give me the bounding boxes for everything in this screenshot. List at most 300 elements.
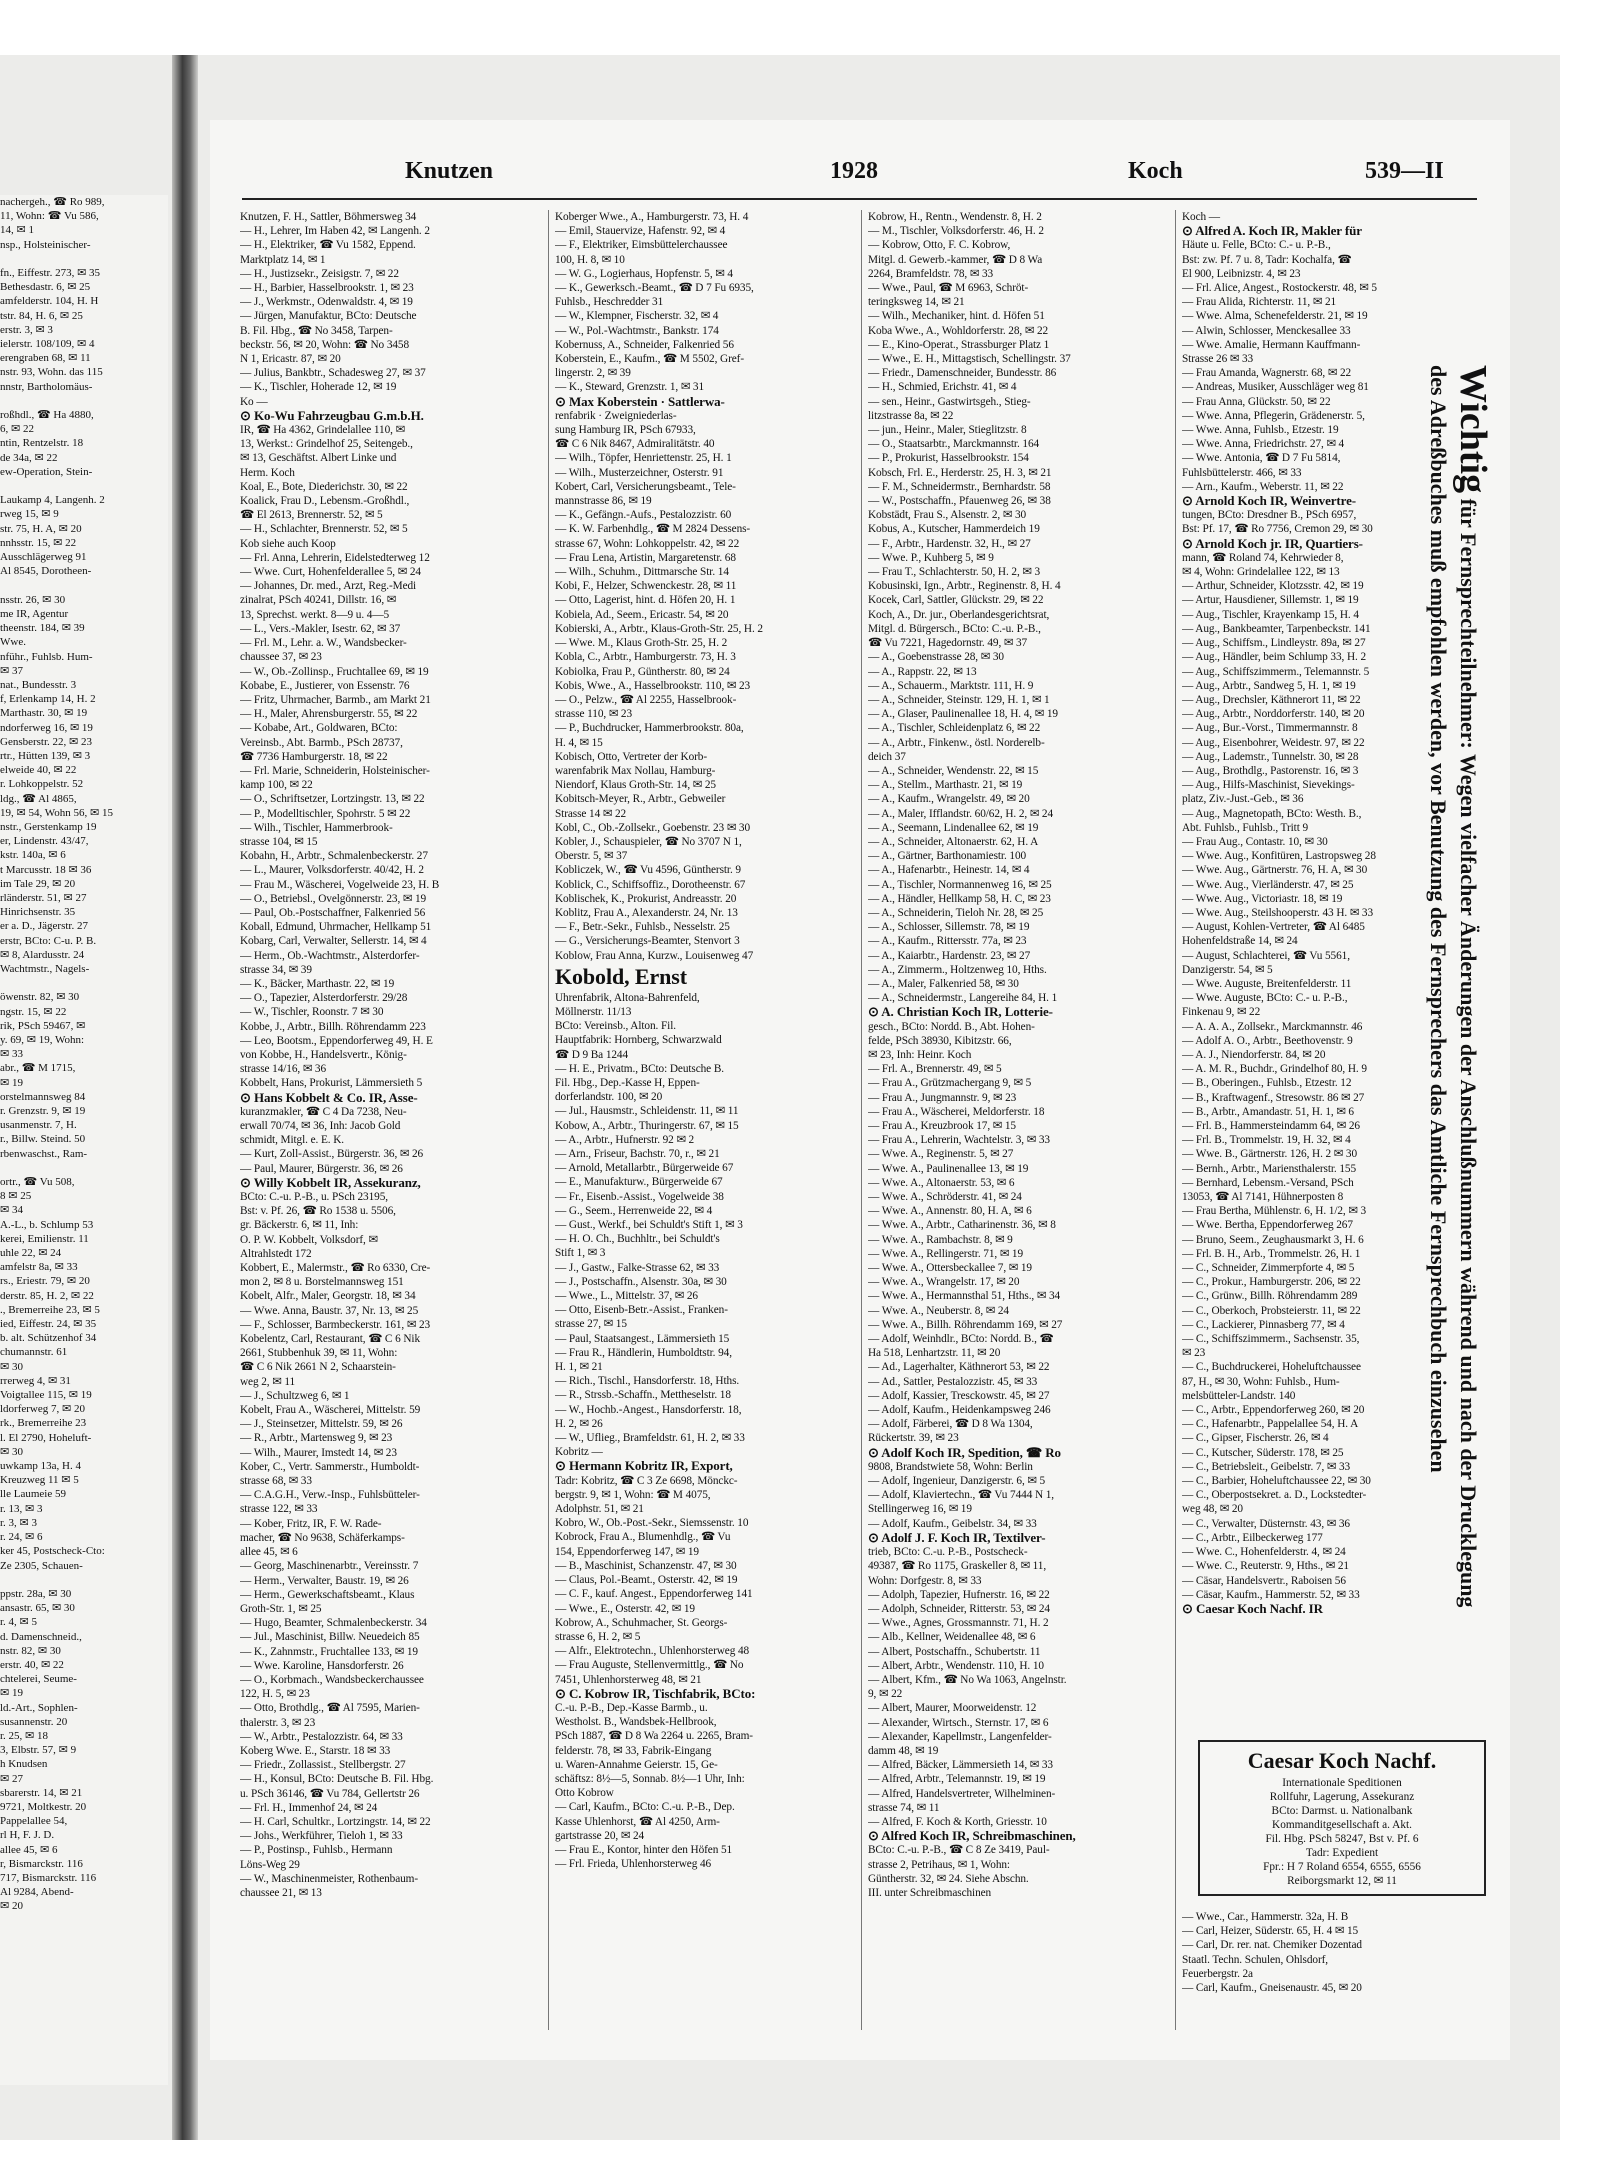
directory-entry: chaussee 21, ✉ 13 bbox=[240, 1886, 322, 1899]
left-page-line: 8 ✉ 25 bbox=[0, 1190, 32, 1203]
left-page-line: kerei, Emilienstr. 11 bbox=[0, 1232, 89, 1245]
directory-entry: — Wwe. Anna, Baustr. 37, Nr. 13, ✉ 25 bbox=[240, 1304, 419, 1317]
directory-entry: — Frau R., Händlerin, Humboldtstr. 94, bbox=[555, 1346, 732, 1359]
left-page-line: f, Erlenkamp 14, H. 2 bbox=[0, 693, 96, 706]
directory-entry: — Aug., Arbtr., Sandweg 5, H. 1, ✉ 19 bbox=[1182, 679, 1356, 692]
column-1 bbox=[240, 210, 542, 2030]
advertisement-box bbox=[1198, 1740, 1486, 1896]
directory-entry: strasse 67, Wohn: Lohkoppelstr. 42, ✉ 22 bbox=[555, 537, 740, 550]
directory-entry: strasse 2, Petrihaus, ✉ 1, Wohn: bbox=[868, 1858, 1010, 1871]
directory-entry: 154, Eppendorferweg 147, ✉ 19 bbox=[555, 1545, 699, 1558]
directory-entry: — Wwe. Auguste, BCto: C.- u. P.-B., bbox=[1182, 992, 1348, 1005]
directory-entry: — Otto, Eisenb-Betr.-Assist., Franken- bbox=[555, 1304, 728, 1317]
directory-entry: Rückertstr. 39, ✉ 23 bbox=[868, 1432, 959, 1445]
left-page-line: fn., Eiffestr. 273, ✉ 35 bbox=[0, 267, 101, 280]
directory-entry: Danzigerstr. 54, ✉ 5 bbox=[1182, 963, 1273, 976]
directory-entry: Möllnerstr. 11/13 bbox=[555, 1005, 632, 1018]
left-page-line: Bethesdastr. 6, ✉ 25 bbox=[0, 281, 91, 294]
directory-entry: Kobro, W., Ob.-Post.-Sekr., Siemssenstr. 10 bbox=[555, 1517, 749, 1530]
directory-entry: — K., Bäcker, Marthastr. 22, ✉ 19 bbox=[240, 977, 395, 990]
directory-entry: Koball, Edmund, Uhrmacher, Hellkamp 51 bbox=[240, 921, 432, 934]
directory-entry: ⊙ A. Christian Koch IR, Lotterie- bbox=[868, 1005, 1053, 1020]
left-page-line: erstr. 3, ✉ 3 bbox=[0, 323, 53, 336]
header-page-number: 539—II bbox=[1365, 158, 1444, 184]
left-page-line: rik, PSch 59467, ✉ bbox=[0, 1019, 86, 1032]
left-page-line: h Knudsen bbox=[0, 1758, 48, 1771]
directory-entry: Kobrow, H., Rentn., Wendenstr. 8, H. 2 bbox=[868, 211, 1042, 223]
directory-entry: — W., Uflieg., Bramfeldstr. 61, H. 2, ✉ 33 bbox=[555, 1432, 745, 1445]
ad-line: Tadr: Expedient bbox=[1305, 1847, 1379, 1859]
directory-entry: tungen, BCto: Dresdner B., PSch 6957, bbox=[1182, 509, 1357, 522]
left-page-line: rländerstr. 51, ✉ 27 bbox=[0, 891, 87, 904]
directory-entry: — A., Maler, Falkenried 58, ✉ 30 bbox=[868, 977, 1019, 990]
directory-entry: — A., Tischler, Normannenweg 16, ✉ 25 bbox=[868, 878, 1052, 891]
left-page-line: 6, ✉ 22 bbox=[0, 423, 34, 436]
directory-entry: Stellingerweg 16, ✉ 19 bbox=[868, 1503, 972, 1516]
directory-entry: — Frau Aug., Contastr. 10, ✉ 30 bbox=[1182, 835, 1328, 848]
directory-entry: — G., Versicherungs-Beamter, Stenvort 3 bbox=[555, 935, 740, 948]
left-page-line: Wachtmstr., Nagels- bbox=[0, 962, 90, 975]
directory-entry: — August, Kohlen-Vertreter, ☎ Al 6485 bbox=[1182, 921, 1365, 934]
directory-entry: — C., Grünw., Billh. Röhrendamm 289 bbox=[1182, 1290, 1358, 1303]
column-divider bbox=[861, 210, 862, 2030]
directory-entry: Kobi, F., Helzer, Schwenckestr. 28, ✉ 11 bbox=[555, 580, 737, 593]
left-page-line: r., Billw. Steind. 50 bbox=[0, 1133, 86, 1146]
directory-entry: Kobstädt, Frau S., Alsenstr. 2, ✉ 30 bbox=[868, 509, 1027, 522]
directory-entry: — F., Arbtr., Hardenstr. 32, H., ✉ 27 bbox=[868, 537, 1031, 550]
directory-entry: — Friedr., Damenschneider, Bundesstr. 86 bbox=[868, 367, 1057, 380]
directory-entry: Vereinsb., Abt. Barmb., PSch 28737, bbox=[240, 736, 403, 749]
directory-entry: weg 48, ✉ 20 bbox=[1182, 1503, 1243, 1516]
directory-entry: — Wwe. Aug., Konfitüren, Lastropsweg 28 bbox=[1182, 850, 1376, 863]
directory-entry: — A., Zimmerm., Holtzenweg 10, Hths. bbox=[868, 963, 1047, 976]
left-page-line: nführ., Fuhlsb. Hum- bbox=[0, 650, 93, 663]
directory-entry: — W., Maschinenmeister, Rothenbaum- bbox=[240, 1872, 419, 1885]
directory-entry: — Leo, Bootsm., Eppendorferweg 49, H. E bbox=[240, 1034, 433, 1047]
left-page-line: Gensberstr. 22, ✉ 23 bbox=[0, 735, 93, 748]
directory-entry: — A., Arbtr., Finkenw., östl. Norderelb- bbox=[868, 736, 1045, 749]
left-page-line: Hinrichsenstr. 35 bbox=[0, 906, 76, 919]
directory-entry: — A., Hafenarbtr., Heinestr. 14, ✉ 4 bbox=[868, 864, 1030, 877]
directory-entry: — Kober, Fritz, IR, F. W. Rade- bbox=[240, 1517, 382, 1530]
directory-entry: — Wwe. Anna, Fuhlsb., Etzestr. 19 bbox=[1182, 424, 1339, 437]
directory-entry: Kobrock, Frau A., Blumenhdlg., ☎ Vu bbox=[555, 1531, 731, 1544]
directory-entry: Westholst. B., Wandsbek-Hellbrook, bbox=[555, 1716, 717, 1729]
left-page-line: rrerweg 4, ✉ 31 bbox=[0, 1374, 71, 1387]
directory-entry: — H., Schlachter, Brennerstr. 52, ✉ 5 bbox=[240, 523, 408, 536]
directory-entry: Koberger Wwe., A., Hamburgerstr. 73, H. 4 bbox=[555, 211, 749, 223]
directory-entry: 2661, Stubbenhuk 39, ✉ 11, Wohn: bbox=[240, 1347, 398, 1360]
directory-entry: — Alb., Kellner, Weidenallee 48, ✉ 6 bbox=[868, 1631, 1036, 1644]
directory-entry: Kobert, Carl, Versicherungsbeamt., Tele- bbox=[555, 480, 736, 493]
directory-entry: felde, PSch 38930, Kibitzstr. 66, bbox=[868, 1034, 1012, 1047]
directory-entry: — Albert, Arbtr., Wendenstr. 110, H. 10 bbox=[868, 1659, 1044, 1672]
directory-entry: strasse 34, ✉ 39 bbox=[240, 963, 312, 976]
directory-entry: — W., Pol.-Wachtmstr., Bankstr. 174 bbox=[555, 324, 719, 337]
directory-entry: 13053, ☎ Al 7141, Hühnerposten 8 bbox=[1182, 1191, 1344, 1204]
left-page-line: 3, Elbstr. 57, ✉ 9 bbox=[0, 1744, 77, 1757]
left-page-line: kstr. 140a, ✉ 6 bbox=[0, 849, 66, 862]
directory-entry: — E., Manufakturw., Bürgerweide 67 bbox=[555, 1176, 723, 1189]
directory-entry: Kobusinski, Ign., Arbtr., Reginenstr. 8, H. 4 bbox=[868, 580, 1061, 593]
directory-entry: Kobl, C., Ob.-Zollsekr., Goebenstr. 23 ✉ 30 bbox=[555, 821, 751, 834]
left-page-line: susannenstr. 20 bbox=[0, 1715, 68, 1728]
left-page-line: usanmenstr. 7, H. bbox=[0, 1119, 77, 1132]
directory-entry: — H. O. Ch., Buchhltr., bei Schuldt's bbox=[555, 1233, 720, 1246]
left-page-line: Voigtallee 115, ✉ 19 bbox=[0, 1389, 92, 1402]
left-page-line: nstr., Gerstenkamp 19 bbox=[0, 820, 97, 833]
left-page-line: r, Bismarckstr. 116 bbox=[0, 1857, 83, 1870]
directory-entry: — K., Gewerksch.-Beamt., ☎ D 7 Fu 6935, bbox=[555, 282, 754, 295]
directory-entry: — H., Konsul, BCto: Deutsche B. Fil. Hbg. bbox=[240, 1773, 434, 1786]
directory-entry: strasse 122, ✉ 33 bbox=[240, 1503, 318, 1516]
directory-entry: ⊙ Willy Kobbelt IR, Assekuranz, bbox=[240, 1175, 421, 1190]
left-page-line: d. Damenschneid., bbox=[0, 1630, 82, 1643]
directory-entry: — Jul., Maschinist, Billw. Neuedeich 85 bbox=[240, 1631, 420, 1644]
directory-entry: Fil. Hbg., Dep.-Kasse H, Eppen- bbox=[555, 1076, 700, 1089]
directory-entry: — Adolf, Ingenieur, Danzigerstr. 6, ✉ 5 bbox=[868, 1475, 1046, 1488]
directory-entry: — Friedr., Zollassist., Stellbergstr. 27 bbox=[240, 1759, 406, 1772]
left-page-line: 9721, Moltkestr. 20 bbox=[0, 1800, 87, 1813]
directory-entry: — Wwe. P., Kuhberg 5, ✉ 9 bbox=[868, 551, 994, 564]
directory-entry: allee 45, ✉ 6 bbox=[240, 1546, 298, 1559]
directory-entry: ⊙ Hans Kobbelt & Co. IR, Asse- bbox=[240, 1090, 418, 1105]
directory-entry: damm 48, ✉ 19 bbox=[868, 1744, 939, 1757]
directory-entry: — Frau E., Kontor, hinter den Höfen 51 bbox=[555, 1843, 733, 1856]
directory-entry: — Frau T., Schlachterstr. 50, H. 2, ✉ 3 bbox=[868, 566, 1041, 579]
directory-entry: Kobarg, Carl, Verwalter, Sellerstr. 14, ✉ 4 bbox=[240, 935, 427, 948]
left-page-line: l. El 2790, Hoheluft- bbox=[0, 1431, 92, 1444]
directory-entry: — Frl. Marie, Schneiderin, Holsteinischer- bbox=[240, 764, 430, 777]
ad-line: Kommanditgesellschaft a. Akt. bbox=[1272, 1819, 1412, 1831]
directory-entry: — Herm., Verwalter, Baustr. 19, ✉ 26 bbox=[240, 1574, 409, 1587]
directory-entry: — O., Staatsarbtr., Marckmannstr. 164 bbox=[868, 438, 1040, 451]
directory-entry: — H., Elektriker, ☎ Vu 1582, Eppend. bbox=[240, 239, 416, 252]
directory-entry: — A., Gärtner, Barthonamiestr. 100 bbox=[868, 850, 1027, 863]
directory-entry: O. P. W. Kobbelt, Volksdorf, ✉ bbox=[240, 1233, 378, 1246]
directory-entry: — Alexander, Wirtsch., Sternstr. 17, ✉ 6 bbox=[868, 1716, 1049, 1729]
left-page-line: ew-Operation, Stein- bbox=[0, 465, 93, 478]
directory-entry: — A., Schneider, Altonaerstr. 62, H. A bbox=[868, 835, 1039, 848]
directory-entry: — Wilh., Musterzeichner, Osterstr. 91 bbox=[555, 466, 724, 479]
directory-entry: — C.A.G.H., Verw.-Insp., Fuhlsbütteler- bbox=[240, 1489, 420, 1502]
directory-entry: — A., Schlosser, Sillemstr. 78, ✉ 19 bbox=[868, 921, 1030, 934]
directory-entry: — Wwe. Alma, Schenefelderstr. 21, ✉ 19 bbox=[1182, 310, 1368, 323]
left-page-line: ntin, Rentzelstr. 18 bbox=[0, 437, 84, 450]
directory-entry: — Adolf, Färberei, ☎ D 8 Wa 1304, bbox=[868, 1418, 1033, 1431]
directory-entry: — Wwe., E. H., Mittagstisch, Schellingstr. 37 bbox=[868, 353, 1071, 366]
directory-entry: — Wwe. Aug., Vierländerstr. 47, ✉ 25 bbox=[1182, 878, 1354, 891]
left-page-line: de 34a, ✉ 22 bbox=[0, 451, 58, 464]
directory-entry: bergstr. 9, ✉ 1, Wohn: ☎ M 4075, bbox=[555, 1488, 711, 1501]
directory-entry: — Fritz, Uhrmacher, Barmb., am Markt 21 bbox=[240, 693, 431, 706]
left-page-line: amfelstr 8a, ✉ 33 bbox=[0, 1261, 78, 1274]
directory-entry: schmidt, Mitgl. e. E. K. bbox=[240, 1134, 344, 1147]
directory-entry: — Ad., Sattler, Pestalozzistr. 45, ✉ 33 bbox=[868, 1375, 1038, 1388]
directory-entry: El 900, Leibnizstr. 4, ✉ 23 bbox=[1182, 267, 1301, 280]
directory-entry: sung Hamburg IR, PSch 67933, bbox=[555, 424, 696, 437]
directory-entry: ⊙ Hermann Kobritz IR, Export, bbox=[555, 1459, 733, 1474]
directory-entry: Koba Wwe., A., Wohldorferstr. 28, ✉ 22 bbox=[868, 324, 1049, 337]
directory-entry: — Adolf, Weinhdlr., BCto: Nordd. B., ☎ bbox=[868, 1333, 1054, 1346]
directory-entry: Kober, C., Vertr. Sammerstr., Humboldt- bbox=[240, 1460, 420, 1473]
directory-entry: — H., Justizsekr., Zeisigstr. 7, ✉ 22 bbox=[240, 267, 399, 280]
directory-entry: — K., Zahnmstr., Fruchtallee 133, ✉ 19 bbox=[240, 1645, 418, 1658]
directory-entry: — Otto, Brothdlg., ☎ Al 7595, Marien- bbox=[240, 1702, 420, 1715]
directory-entry: — Adolf, Kassier, Tresckowstr. 45, ✉ 27 bbox=[868, 1389, 1050, 1402]
directory-entry: Strasse 26 ✉ 33 bbox=[1182, 353, 1254, 366]
left-page-line: r. 3, ✉ 3 bbox=[0, 1516, 38, 1529]
left-page-line: t Marcusstr. 18 ✉ 36 bbox=[0, 863, 92, 876]
directory-entry: — Bernhard, Lebensm.-Versand, PSch bbox=[1182, 1176, 1354, 1189]
left-page-line: theenstr. 184, ✉ 39 bbox=[0, 622, 85, 635]
left-page-line: ortr., ☎ Vu 508, bbox=[0, 1176, 75, 1189]
directory-entry: — R., Arbtr., Martensweg 9, ✉ 23 bbox=[240, 1432, 393, 1445]
directory-entry: — Frau Anna, Glückstr. 50, ✉ 22 bbox=[1182, 395, 1331, 408]
left-page-line: ngstr. 15, ✉ 22 bbox=[0, 1005, 67, 1018]
left-page-line bbox=[0, 976, 168, 990]
directory-entry: — A., Goebenstrasse 28, ✉ 30 bbox=[868, 651, 1004, 664]
directory-entry: erwall 70/74, ✉ 36, Inh: Jacob Gold bbox=[240, 1120, 401, 1132]
directory-entry: — Paul, Staatsangest., Lämmersieth 15 bbox=[555, 1332, 730, 1345]
left-page-line: b. alt. Schützenhof 34 bbox=[0, 1332, 97, 1345]
directory-entry: — Wwe. A., Rambachstr. 8, ✉ 9 bbox=[868, 1233, 1013, 1246]
directory-entry: ✉ 13, Geschäftst. Albert Linke und bbox=[240, 452, 397, 465]
left-page-line: 14, ✉ 1 bbox=[0, 224, 34, 237]
directory-entry: — M., Tischler, Volksdorferstr. 46, H. 2 bbox=[868, 225, 1044, 238]
left-page-line bbox=[0, 479, 168, 493]
directory-entry: — C., Schiffszimmerm., Sachsenstr. 35, bbox=[1182, 1333, 1360, 1346]
directory-entry: Ko — bbox=[240, 395, 268, 408]
directory-entry: strasse 74, ✉ 11 bbox=[868, 1801, 940, 1814]
directory-entry: 9, ✉ 22 bbox=[868, 1688, 903, 1701]
directory-entry: — J., Werkmstr., Odenwaldstr. 4, ✉ 19 bbox=[240, 296, 413, 309]
left-page-line: y. 69, ✉ 19, Wohn: bbox=[0, 1033, 85, 1046]
directory-entry: — Wwe. A., Billh. Röhrendamm 169, ✉ 27 bbox=[868, 1318, 1063, 1331]
directory-entry: — F., Elektriker, Eimsbüttelerchaussee bbox=[555, 239, 728, 252]
directory-entry: — Alfred, Handelsvertreter, Wilhelminen- bbox=[868, 1787, 1056, 1800]
directory-entry: Feuerbergstr. 2a bbox=[1182, 1967, 1253, 1980]
header-first-name: Knutzen bbox=[405, 158, 494, 184]
directory-entry: Bst: v. Pf. 26, ☎ Ro 1538 u. 5506, bbox=[240, 1205, 396, 1218]
directory-entry: — Frau Amanda, Wagnerstr. 68, ✉ 22 bbox=[1182, 367, 1352, 380]
directory-entry: Kobbelt, Hans, Prokurist, Lämmersieth 5 bbox=[240, 1077, 423, 1090]
directory-entry: — C., Kutscher, Süderstr. 178, ✉ 25 bbox=[1182, 1446, 1344, 1459]
left-page-line: me IR, Agentur bbox=[0, 607, 69, 620]
directory-entry: — F. M., Schneidermstr., Bernhardstr. 58 bbox=[868, 480, 1051, 493]
directory-entry: — O., Betriebsl., Ovelgönnerstr. 23, ✉ 19 bbox=[240, 892, 427, 905]
directory-entry: thalerstr. 3, ✉ 23 bbox=[240, 1716, 316, 1729]
directory-entry: — A., Kaiarbtr., Hardenstr. 23, ✉ 27 bbox=[868, 949, 1031, 962]
left-page-line: rs., Eriestr. 79, ✉ 20 bbox=[0, 1275, 90, 1288]
directory-entry: melsbütteler-Landstr. 140 bbox=[1182, 1389, 1296, 1402]
directory-entry: BCto: C.-u. P.-B., ☎ C 8 Ze 3419, Paul- bbox=[868, 1844, 1050, 1857]
directory-entry: ☎ D 9 Ba 1244 bbox=[555, 1048, 629, 1061]
directory-entry: Oberstr. 5, ✉ 37 bbox=[555, 850, 628, 863]
directory-entry: Altrahlstedt 172 bbox=[240, 1247, 312, 1260]
directory-entry: — Arn., Friseur, Bachstr. 70, r., ✉ 21 bbox=[555, 1148, 720, 1160]
left-page-line: Pappelallee 54, bbox=[0, 1815, 68, 1828]
header-last-name: Koch bbox=[1128, 158, 1183, 184]
directory-entry: von Kobbe, H., Handelsvertr., König- bbox=[240, 1048, 407, 1061]
directory-entry: — Johs., Werkführer, Tieloh 1, ✉ 33 bbox=[240, 1830, 403, 1843]
directory-entry: Koblischek, K., Prokurist, Andreasstr. 20 bbox=[555, 892, 737, 905]
directory-entry: gr. Bäckerstr. 6, ✉ 11, Inh: bbox=[240, 1219, 359, 1232]
directory-entry: Fuhlsb., Heschredder 31 bbox=[555, 296, 664, 309]
left-page-line: uwkamp 13a, H. 4 bbox=[0, 1460, 81, 1473]
directory-entry: — Aug., Arbtr., Norddorferstr. 140, ✉ 20 bbox=[1182, 708, 1365, 721]
directory-entry: — Alfred, F. Koch & Korth, Griesstr. 10 bbox=[868, 1815, 1047, 1828]
directory-entry: — Wwe. A., Altonaerstr. 53, ✉ 6 bbox=[868, 1176, 1015, 1189]
directory-entry: — C., Verwalter, Düsternstr. 43, ✉ 36 bbox=[1182, 1517, 1350, 1530]
directory-entry: — L., Maurer, Volksdorferstr. 40/42, H. 2 bbox=[240, 864, 424, 877]
directory-entry: platz, Ziv.-Just.-Geb., ✉ 36 bbox=[1182, 793, 1304, 806]
directory-page bbox=[210, 120, 1510, 2060]
left-page-line: Al 9284, Abend- bbox=[0, 1886, 74, 1899]
directory-entry: — Wwe. Anna, Friedrichstr. 27, ✉ 4 bbox=[1182, 438, 1345, 451]
directory-entry: H. 4, ✉ 15 bbox=[555, 736, 603, 749]
directory-entry: — Carl, Heizer, Süderstr. 65, H. 4 ✉ 15 bbox=[1182, 1925, 1359, 1938]
directory-entry: — H., Schmied, Erichstr. 41, ✉ 4 bbox=[868, 381, 1017, 394]
directory-entry: — C., Arbtr., Eilbeckerweg 177 bbox=[1182, 1531, 1323, 1544]
directory-entry: — Arnold, Metallarbtr., Bürgerweide 67 bbox=[555, 1162, 734, 1175]
directory-entry: — A., Kaufm., Rittersstr. 77a, ✉ 23 bbox=[868, 935, 1027, 948]
directory-entry: felderstr. 78, ✉ 33, Fabrik-Eingang bbox=[555, 1744, 712, 1757]
directory-entry: — C., Gipser, Fischerstr. 26, ✉ 4 bbox=[1182, 1432, 1329, 1445]
directory-entry: — Wwe. M., Klaus Groth-Str. 25, H. 2 bbox=[555, 637, 728, 650]
directory-entry: Kobabe, E., Justierer, von Essenstr. 76 bbox=[240, 679, 410, 692]
directory-entry: — Wwe. Curt, Hohenfelderallee 5, ✉ 24 bbox=[240, 566, 421, 579]
directory-entry: — K., Gefängn.-Aufs., Pestalozzistr. 60 bbox=[555, 509, 732, 522]
ad-line: Internationale Speditionen bbox=[1282, 1777, 1402, 1789]
directory-entry: — A., Tischler, Schleidenplatz 6, ✉ 22 bbox=[868, 722, 1041, 735]
directory-entry: — Aug., Händler, beim Schlump 33, H. 2 bbox=[1182, 651, 1367, 664]
directory-entry: — Otto, Lagerist, hint. d. Höfen 20, H. 1 bbox=[555, 594, 736, 607]
directory-entry: — Aug., Tischler, Krayenkamp 15, H. 4 bbox=[1182, 608, 1359, 621]
directory-entry: — Rich., Tischl., Hansdorferstr. 18, Hths. bbox=[555, 1375, 740, 1388]
directory-entry: — H., Lehrer, Im Haben 42, ✉ Langenh. 2 bbox=[240, 225, 430, 238]
left-page-line: r. 24, ✉ 6 bbox=[0, 1531, 43, 1544]
directory-entry: — C., Prokur., Hamburgerstr. 206, ✉ 22 bbox=[1182, 1276, 1361, 1289]
directory-entry: — Alfred, Arbtr., Telemannstr. 19, ✉ 19 bbox=[868, 1773, 1046, 1786]
directory-entry: beckstr. 56, ✉ 20, Wohn: ☎ No 3458 bbox=[240, 338, 410, 351]
directory-entry: Kobiela, Ad., Seem., Ericastr. 54, ✉ 20 bbox=[555, 608, 729, 621]
directory-entry: Knutzen, F. H., Sattler, Böhmersweg 34 bbox=[240, 211, 417, 223]
left-page-line: im Tale 29, ✉ 20 bbox=[0, 877, 76, 890]
directory-entry: ⊙ Adolf Koch IR, Spedition, ☎ Ro bbox=[868, 1445, 1061, 1460]
directory-entry: Kobelt, Frau A., Wäscherei, Mittelstr. 59 bbox=[240, 1404, 421, 1417]
directory-entry: — Wwe. C., Hohenfelderstr. 4, ✉ 24 bbox=[1182, 1546, 1346, 1559]
directory-entry: — Aug., Schiffsm., Lindleystr. 89a, ✉ 27 bbox=[1182, 637, 1366, 650]
ad-line: Fpr.: H 7 Roland 6554, 6555, 6556 bbox=[1263, 1861, 1421, 1873]
directory-entry: — C., Lackierer, Pinnasberg 77, ✉ 4 bbox=[1182, 1318, 1345, 1331]
directory-entry: ⊙ Alfred Koch IR, Schreibmaschinen, bbox=[868, 1829, 1076, 1844]
left-page-line: Kreuzweg 11 ✉ 5 bbox=[0, 1474, 79, 1487]
left-page-line: nat., Bundesstr. 3 bbox=[0, 678, 77, 691]
directory-entry: — Wwe. A., Hermannsthal 51, Hths., ✉ 34 bbox=[868, 1290, 1061, 1303]
directory-entry: — F., Betr.-Sekr., Fuhlsb., Nesselstr. 25 bbox=[555, 921, 730, 934]
left-page-line: tstr. 84, H. 6, ✉ 25 bbox=[0, 309, 83, 322]
directory-entry: — Albert, Maurer, Moorweidenstr. 12 bbox=[868, 1702, 1037, 1715]
directory-entry: — B., Oberingen., Fuhlsb., Etzestr. 12 bbox=[1182, 1077, 1352, 1090]
directory-entry: Herm. Koch bbox=[240, 466, 295, 479]
directory-entry: Bst: zw. Pf. 7 u. 8, Tadr: Kochalfa, ☎ bbox=[1182, 253, 1352, 266]
directory-entry: strasse 104, ✉ 15 bbox=[240, 835, 318, 848]
directory-entry: Häute u. Felle, BCto: C.- u. P.-B., bbox=[1182, 239, 1331, 252]
directory-entry: — Fr., Eisenb.-Assist., Vogelweide 38 bbox=[555, 1190, 724, 1203]
directory-entry: — Carl, Dr. rer. nat. Chemiker Dozentad bbox=[1182, 1939, 1362, 1952]
directory-entry: — Frau A., Grützmachergang 9, ✉ 5 bbox=[868, 1077, 1032, 1090]
directory-entry: — O., Schriftsetzer, Lortzingstr. 13, ✉ 22 bbox=[240, 793, 425, 806]
directory-entry: — Julius, Bankbtr., Schadesweg 27, ✉ 37 bbox=[240, 367, 426, 380]
directory-entry: ⊙ C. Kobrow IR, Tischfabrik, BCto: bbox=[555, 1686, 756, 1701]
directory-entry: — Adolph, Tapezier, Hufnerstr. 16, ✉ 22 bbox=[868, 1588, 1050, 1601]
directory-entry: — P., Prokurist, Hasselbrookstr. 154 bbox=[868, 452, 1029, 465]
left-page-line bbox=[0, 1161, 168, 1175]
left-page-line bbox=[0, 578, 168, 592]
column-divider bbox=[1175, 210, 1176, 2030]
directory-entry: — Gust., Werkf., bei Schuldt's Stift 1, ✉ 3 bbox=[555, 1219, 743, 1232]
directory-entry: mann, ☎ Roland 74, Kehrwieder 8, bbox=[1182, 551, 1344, 564]
page-header bbox=[210, 158, 1510, 188]
left-page-line: uhle 22, ✉ 24 bbox=[0, 1247, 62, 1260]
left-page-line: nachergeh., ☎ Ro 989, bbox=[0, 196, 105, 208]
directory-entry: Strasse 14 ✉ 22 bbox=[555, 807, 627, 820]
directory-entry: — A., Schneider, Wendenstr. 22, ✉ 15 bbox=[868, 764, 1039, 777]
directory-entry: — Adolf A. O., Arbtr., Beethovenstr. 9 bbox=[1182, 1034, 1353, 1047]
directory-entry: Kobler, J., Schauspieler, ☎ No 3707 N 1, bbox=[555, 835, 742, 848]
directory-entry: ⊙ Ko-Wu Fahrzeugbau G.m.b.H. bbox=[240, 408, 424, 423]
left-page-line: ✉ 27 bbox=[0, 1772, 23, 1785]
left-page-line: orstelmannsweg 84 bbox=[0, 1090, 86, 1103]
directory-entry: Kobitsch-Meyer, R., Arbtr., Gebweiler bbox=[555, 793, 726, 806]
directory-entry: — Wilh., Maurer, Imstedt 14, ✉ 23 bbox=[240, 1446, 397, 1459]
directory-entry: Kobahn, H., Arbtr., Schmalenbeckerstr. 27 bbox=[240, 850, 428, 863]
directory-entry: — Hugo, Beamter, Schmalenbeckerstr. 34 bbox=[240, 1617, 427, 1630]
directory-entry: IR, ☎ Ha 4362, Grindelallee 110, ✉ bbox=[240, 424, 405, 437]
directory-entry: — Jul., Hausmstr., Schleidenstr. 11, ✉ 11 bbox=[555, 1105, 739, 1118]
directory-entry: 13, Werkst.: Grindelhof 25, Seitengeb., bbox=[240, 438, 413, 451]
directory-entry: Uhrenfabrik, Altona-Bahrenfeld, bbox=[555, 991, 700, 1004]
directory-entry: — Carl, Kaufm., BCto: C.-u. P.-B., Dep. bbox=[555, 1801, 735, 1814]
directory-entry: Kob siehe auch Koop bbox=[240, 537, 336, 550]
directory-entry: — A., Schneider, Steinstr. 129, H. 1, ✉ 1 bbox=[868, 693, 1050, 706]
left-page-line: chtelerei, Seume- bbox=[0, 1673, 77, 1686]
left-page-line: elweide 40, ✉ 22 bbox=[0, 764, 77, 777]
left-page-line: r. 4, ✉ 5 bbox=[0, 1616, 38, 1629]
directory-entry: Kobis, Wwe., A., Hasselbrookstr. 110, ✉ 23 bbox=[555, 679, 751, 692]
directory-entry: Kobrow, A., Schuhmacher, St. Georgs- bbox=[555, 1616, 728, 1629]
left-page-line: chumannstr. 61 bbox=[0, 1346, 68, 1359]
directory-entry: — Arthur, Schneider, Klotzsstr. 42, ✉ 19 bbox=[1182, 580, 1364, 593]
directory-entry: Kobliczek, W., ☎ Vu 4596, Güntherstr. 9 bbox=[555, 864, 741, 877]
directory-entry: — Arn., Kaufm., Weberstr. 11, ✉ 22 bbox=[1182, 480, 1344, 493]
directory-entry: — August, Schlachterei, ☎ Vu 5561, bbox=[1182, 949, 1350, 962]
directory-entry: ✉ 23 bbox=[1182, 1347, 1206, 1360]
directory-entry: — A., Schneiderin, Tieloh Nr. 28, ✉ 25 bbox=[868, 906, 1044, 919]
directory-entry: — Alfred, Bäcker, Lämmersieth 14, ✉ 33 bbox=[868, 1759, 1053, 1772]
left-page-line: ansastr. 65, ✉ 30 bbox=[0, 1602, 75, 1615]
directory-entry: ⊙ Max Koberstein · Sattlerwa- bbox=[555, 394, 725, 409]
notice-line-2: des Adreßbuches muß empfohlen werden, vor Benutzung des Fernsprechers das Amtliche Fernsprechbuch einzusehen bbox=[1426, 365, 1451, 1473]
directory-entry: Koberg Wwe. E., Starstr. 18 ✉ 33 bbox=[240, 1744, 391, 1757]
directory-entry: — Wwe. C., Reuterstr. 9, Hths., ✉ 21 bbox=[1182, 1560, 1349, 1573]
directory-entry: Kobla, C., Arbtr., Hamburgerstr. 73, H. 3 bbox=[555, 651, 736, 664]
directory-entry: — Albert, Kfm., ☎ No Wa 1063, Angelnstr. bbox=[868, 1673, 1067, 1686]
directory-entry: strasse 27, ✉ 15 bbox=[555, 1318, 627, 1331]
book-spine bbox=[172, 55, 198, 2140]
directory-entry: — E., Kino-Operat., Strassburger Platz 1 bbox=[868, 338, 1050, 351]
